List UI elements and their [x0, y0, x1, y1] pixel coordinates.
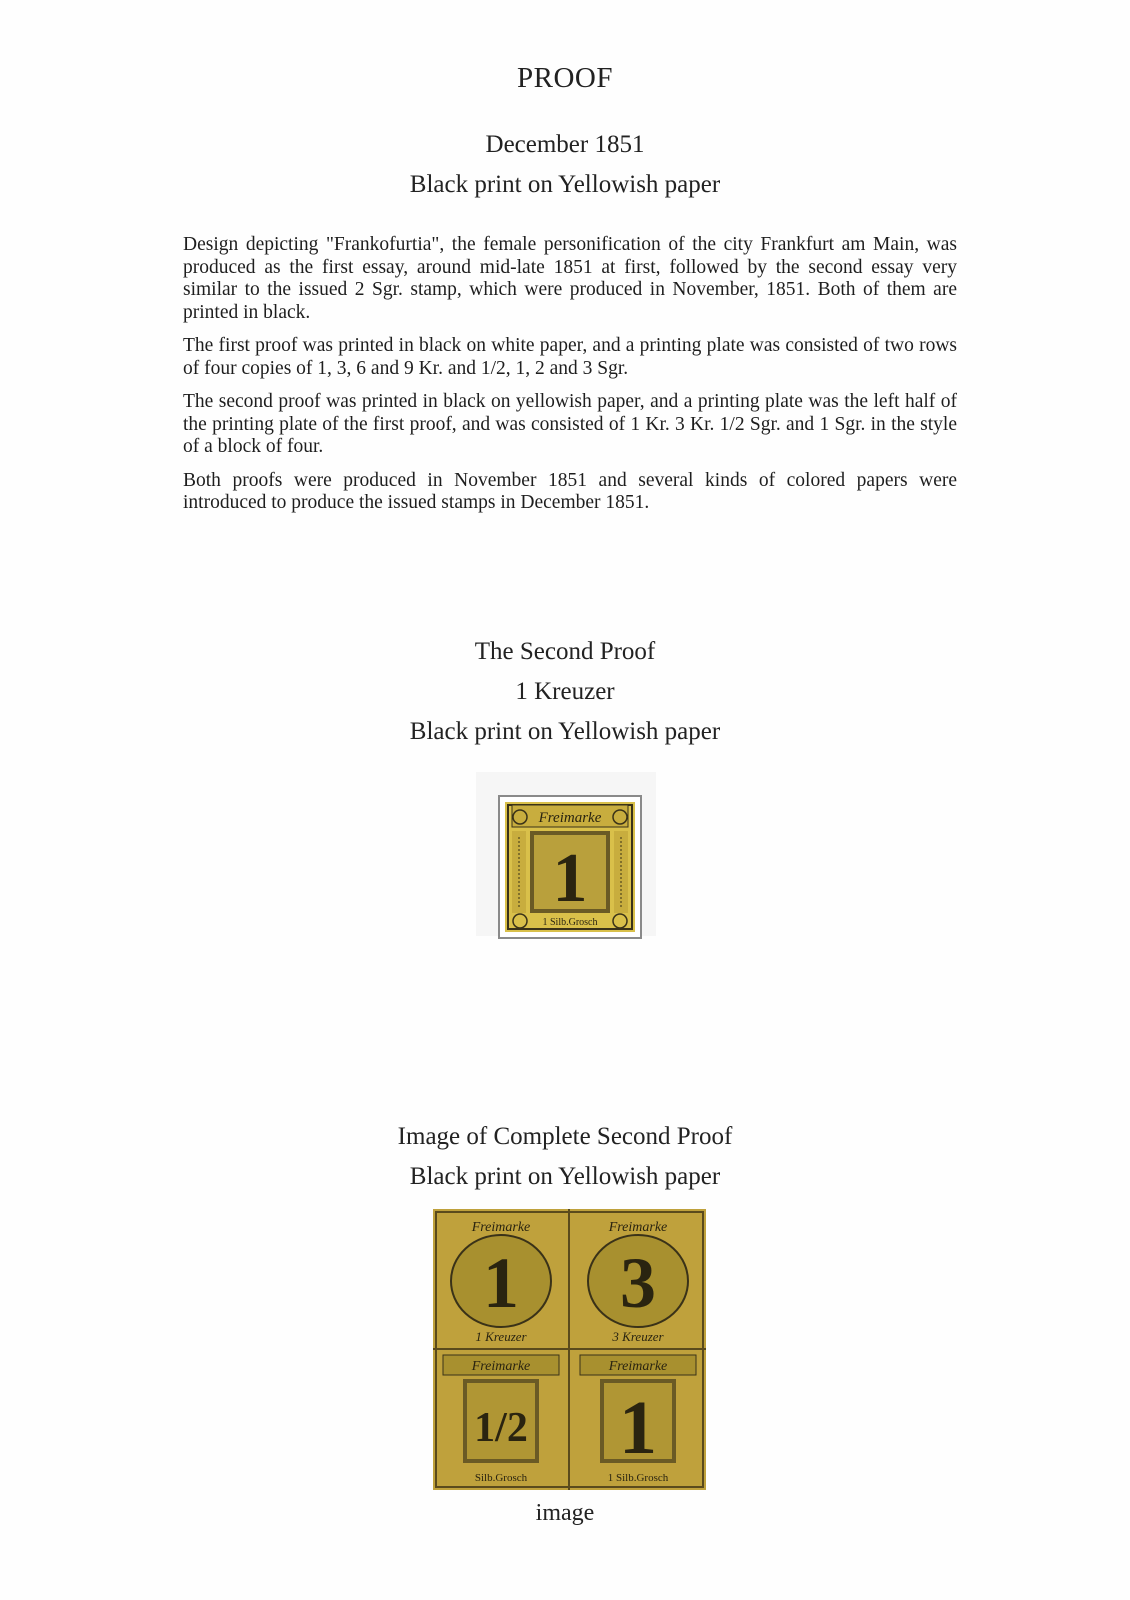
date-line: December 1851	[485, 131, 645, 158]
single-stamp-header: Freimarke	[538, 810, 602, 826]
block-stamp-numeral: 1	[619, 1386, 657, 1470]
complete-proof-title: Image of Complete Second Proof	[397, 1123, 733, 1150]
block-stamp-header: Freimarke	[471, 1359, 531, 1374]
single-stamp-image	[500, 797, 640, 937]
single-stamp-numeral: 1	[552, 840, 588, 917]
block-stamp-footer: 3 Kreuzer	[612, 1329, 664, 1344]
image-caption: image	[535, 1500, 595, 1526]
block-stamp-numeral: 1/2	[474, 1405, 528, 1451]
block-stamp-header: Freimarke	[608, 1359, 668, 1374]
block-stamp-footer: 1 Kreuzer	[475, 1329, 527, 1344]
print-description: Black print on Yellowish paper	[409, 171, 721, 198]
second-proof-title: The Second Proof	[474, 638, 656, 665]
page-title: PROOF	[517, 62, 613, 94]
block-stamp-numeral: 1	[483, 1243, 519, 1323]
intro-text	[183, 234, 957, 526]
single-stamp-footer: 1 Silb.Grosch	[542, 917, 598, 928]
block-stamp-header: Freimarke	[471, 1220, 531, 1235]
block-of-four-image	[433, 1209, 706, 1490]
second-proof-print-description: Black print on Yellowish paper	[409, 718, 721, 745]
intro-paragraph: The second proof was printed in black on yellowish paper, and a printing plate was the left half of the printing plate of the first proof, and was consisted of 1 Kr. 3 Kr. 1/2 Sgr. and 1 Sgr. in the style of a block of four.	[183, 391, 957, 457]
block-stamp-footer: Silb.Grosch	[474, 1472, 528, 1484]
block-stamp-header: Freimarke	[608, 1220, 668, 1235]
intro-paragraph: Design depicting "Frankofurtia", the female personification of the city Frankfurt am Main, was produced as the first essay, around mid-late 1851 at first, followed by the second essay very similar to the issued 2 Sgr. stamp, which were produced in November, 1851. Both of them are printed in black.	[183, 234, 957, 323]
complete-proof-print-description: Black print on Yellowish paper	[409, 1163, 721, 1190]
second-proof-value: 1 Kreuzer	[515, 678, 615, 705]
block-stamp-numeral: 3	[620, 1243, 656, 1323]
intro-paragraph: The first proof was printed in black on white paper, and a printing plate was consisted of two rows of four copies of 1, 3, 6 and 9 Kr. and 1/2, 1, 2 and 3 Sgr.	[183, 335, 957, 379]
intro-paragraph: Both proofs were produced in November 1851 and several kinds of colored papers were introduced to produce the issued stamps in December 1851.	[183, 469, 957, 513]
block-stamp-footer: 1 Silb.Grosch	[607, 1472, 669, 1484]
single-stamp-mount	[498, 795, 642, 939]
